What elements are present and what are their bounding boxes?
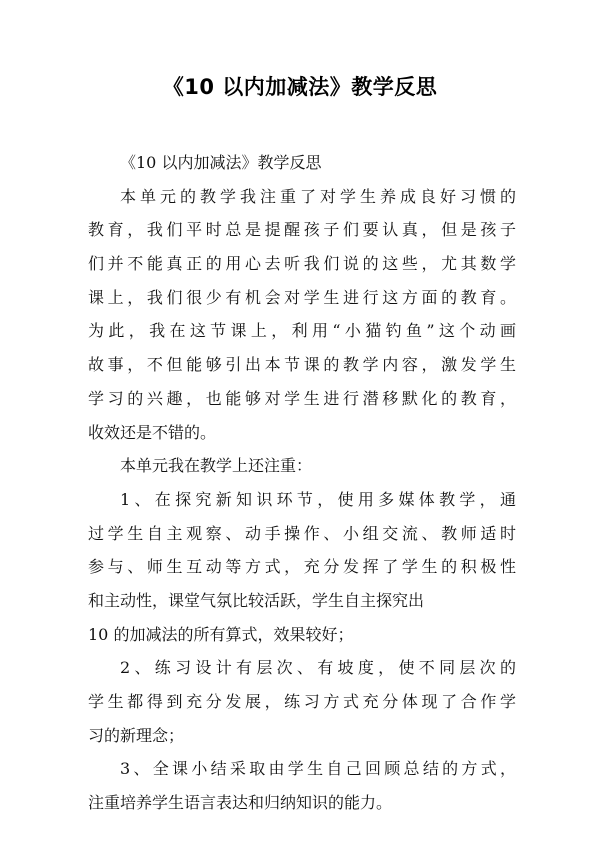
- paragraph-2-line-1: 本单元我在教学上还注重：: [120, 456, 313, 476]
- paragraph-1-line-3: 们并不能真正的用心去听我们说的这些，尤其数学: [88, 254, 516, 274]
- document-title: 《10 以内加减法》教学反思: [162, 75, 438, 99]
- paragraph-1-line-2: 教育，我们平时总是提醒孩子们要认真，但是孩子: [88, 220, 516, 240]
- item-1-line-5: 10 的加减法的所有算式，效果较好；: [88, 624, 354, 644]
- item-1-line-2: 过学生自主观察、动手操作、小组交流、教师适时: [88, 523, 516, 543]
- item-2-line-3: 习的新理念；: [88, 725, 185, 745]
- paragraph-1-line-8: 收效还是不错的。: [88, 422, 217, 442]
- paragraph-1-line-5: 为此，我在这节课上，利用“小猫钓鱼”这个动画: [88, 321, 516, 341]
- item-1-line-1: 1、在探究新知识环节，使用多媒体教学，通: [120, 489, 516, 509]
- item-2-line-2: 学生都得到充分发展，练习方式充分体现了合作学: [88, 692, 516, 711]
- item-3-line-2: 注重培养学生语言表达和归纳知识的能力。: [88, 793, 393, 813]
- item-3-line-1: 3、全课小结采取由学生自己回顾总结的方式，: [120, 759, 516, 779]
- paragraph-1-line-4: 课上，我们很少有机会对学生进行这方面的教育。: [88, 287, 516, 307]
- subtitle-line: 《10 以内加减法》教学反思: [120, 153, 322, 172]
- paragraph-1-line-1: 本单元的教学我注重了对学生养成良好习惯的: [120, 186, 516, 206]
- paragraph-1-line-6: 故事，不但能够引出本节课的教学内容，激发学生: [88, 355, 516, 375]
- document-body: [88, 146, 516, 820]
- paragraph-1-line-7: 学习的兴趣，也能够对学生进行潜移默化的教育，: [88, 388, 516, 408]
- item-1-line-3: 参与、师生互动等方式，充分发挥了学生的积极性: [88, 557, 516, 577]
- item-2-line-1: 2、练习设计有层次、有坡度，使不同层次的: [120, 658, 516, 678]
- item-1-line-4: 和主动性，课堂气氛比较活跃，学生自主探究出: [88, 590, 425, 610]
